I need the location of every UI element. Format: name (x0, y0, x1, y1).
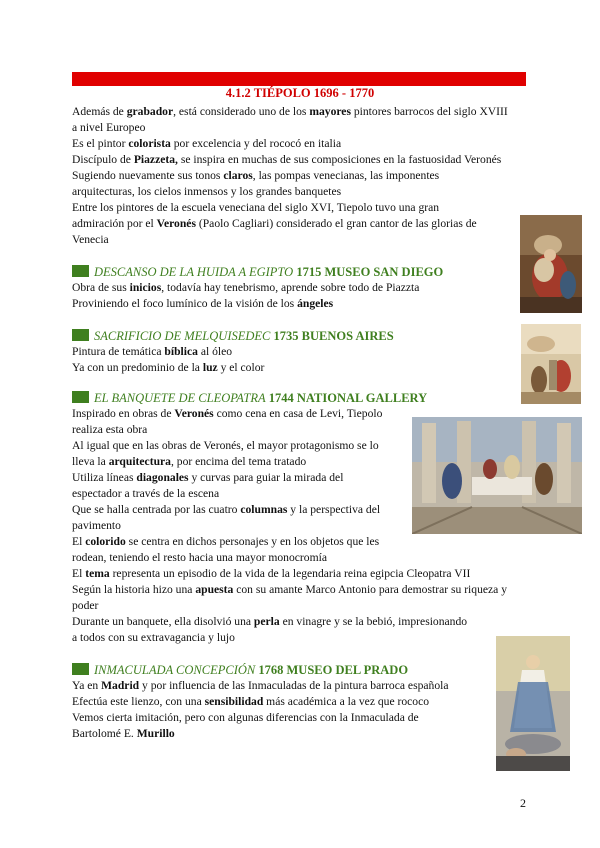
painting-banquete-image (412, 417, 582, 534)
text-line: arquitecturas, los cielos inmensos y los grandes banquetes (72, 185, 342, 198)
green-marker-icon (72, 329, 89, 341)
text-line: Discípulo de Piazzeta, se inspira en muchas de sus composiciones en la fastuosidad Veronés (72, 153, 502, 166)
painting-descanso-image (520, 215, 582, 313)
text-line: Venecia (72, 233, 109, 246)
title-bar (72, 72, 526, 86)
green-marker-icon (72, 391, 89, 403)
text-line: Entre los pintores de la escuela veneciana del siglo XVI, Tiepolo tuvo una gran (72, 201, 440, 214)
text-line: pavimento (72, 519, 121, 532)
section-heading-banquete: EL BANQUETE DE CLEOPATRA 1744 NATIONAL GALLERY (72, 390, 427, 406)
intro-text (72, 104, 532, 248)
page-title: 4.1.2 TIÉPOLO 1696 - 1770 (225, 86, 375, 100)
text-line: a nivel Europeo (72, 121, 146, 134)
section-body-descanso (72, 280, 492, 312)
section-heading-sacrificio: SACRIFICIO DE MELQUISEDEC 1735 BUENOS AIRES (72, 328, 394, 344)
text-line: Obra de sus inicios, todavía hay tenebrismo, aprende sobre todo de Piazzta (72, 281, 420, 294)
painting-sacrificio-image (521, 324, 581, 404)
text-line: Pintura de temática bíblica al óleo (72, 345, 233, 358)
text-line: Según la historia hizo una apuesta con su amante Marco Antonio para demostrar su riqueza y (72, 583, 507, 596)
green-marker-icon (72, 265, 89, 277)
text-line: Ya en Madrid y por influencia de las Inmaculadas de la pintura barroca española (72, 679, 449, 692)
painting-inmaculada-image (496, 636, 570, 771)
text-line: Efectúa este lienzo, con una sensibilidad más académica a la vez que rococo (72, 695, 430, 708)
section-heading-inmaculada: INMACULADA CONCEPCIÓN 1768 MUSEO DEL PRADO (72, 662, 408, 678)
page-number: 2 (520, 796, 526, 810)
text-line: Al igual que en las obras de Veronés, el mayor protagonismo se lo (72, 439, 379, 452)
text-line: Durante un banquete, ella disolvió una perla en vinagre y se la bebió, impresionando (72, 615, 468, 628)
text-line: Proviniendo el foco lumínico de la visión de los ángeles (72, 297, 334, 310)
text-line: Utiliza líneas diagonales y curvas para guiar la mirada del (72, 471, 344, 484)
text-line: El colorido se centra en dichos personajes y en los objetos que les (72, 535, 380, 548)
text-line: Inspirado en obras de Veronés como cena en casa de Levi, Tiepolo (72, 407, 383, 420)
text-line: Que se halla centrada por las cuatro columnas y la perspectiva del (72, 503, 381, 516)
text-line: lleva la arquitectura, por encima del tema tratado (72, 455, 307, 468)
text-line: admiración por el Veronés (Paolo Cagliari) considerado el gran cantor de las glorias de (72, 217, 477, 230)
text-line: El tema representa un episodio de la vida de la legendaria reina egipcia Cleopatra VII (72, 567, 471, 580)
text-line: Ya con un predominio de la luz y el color (72, 361, 265, 374)
text-line: Bartolomé E. Murillo (72, 727, 175, 740)
text-line: realiza esta obra (72, 423, 148, 436)
text-line: Además de grabador, está considerado uno de los mayores pintores barrocos del siglo XVIII (72, 105, 508, 118)
section-heading-descanso: DESCANSO DE LA HUIDA A EGIPTO 1715 MUSEO SAN DIEGO (72, 264, 443, 280)
section-body-inmaculada (72, 678, 492, 742)
section-body-sacrificio (72, 344, 492, 376)
text-line: Es el pintor colorista por excelencia y del rococó en italia (72, 137, 342, 150)
text-line: a todos con su extravagancia y lujo (72, 631, 235, 644)
text-line: Sugiendo nuevamente sus tonos claros, las pompas venecianas, las imponentes (72, 169, 440, 182)
text-line: rodean, teniendo el resto hacia una mayor monocromía (72, 551, 327, 564)
text-line: espectador a través de la escena (72, 487, 220, 500)
green-marker-icon (72, 663, 89, 675)
text-line: Vemos cierta imitación, pero con algunas diferencias con la Inmaculada de (72, 711, 419, 724)
text-line: poder (72, 599, 99, 612)
